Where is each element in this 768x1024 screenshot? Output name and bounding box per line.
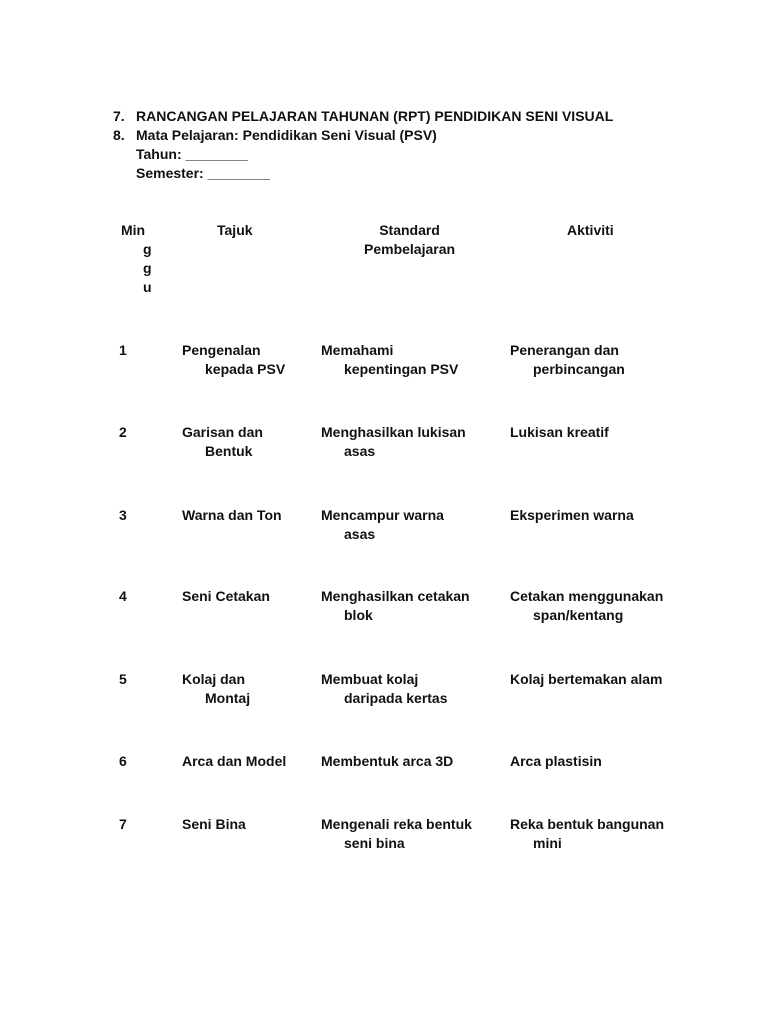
cell-line: Menghasilkan lukisan — [321, 424, 466, 440]
standard-cell — [321, 341, 458, 379]
standard-cell — [321, 670, 448, 708]
cell-line: Kolaj dan — [182, 671, 246, 687]
cell-line: Mencampur warna — [321, 507, 444, 523]
cell-line: Kolaj bertemakan alam — [510, 671, 663, 687]
cell-line: Menghasilkan cetakan — [321, 588, 470, 604]
year-field: Tahun: ________ — [136, 146, 248, 162]
aktiviti-cell — [510, 587, 663, 625]
week-number: 4 — [119, 588, 127, 604]
cell-line: Seni Bina — [182, 816, 246, 832]
header-minggu-part: u — [143, 279, 152, 295]
semester-field: Semester: ________ — [136, 165, 270, 181]
list-number-8: 8. — [113, 127, 125, 143]
standard-cell — [321, 423, 466, 461]
standard-cell — [321, 815, 472, 853]
cell-line: daripada kertas — [344, 690, 448, 706]
standard-cell — [321, 752, 453, 771]
cell-line: Membuat kolaj — [321, 671, 419, 687]
aktiviti-cell — [510, 341, 625, 379]
standard-cell — [321, 587, 470, 625]
cell-line: Warna dan Ton — [182, 507, 282, 523]
cell-line: Memahami — [321, 342, 394, 358]
cell-line: Reka bentuk bangunan — [510, 816, 665, 832]
aktiviti-cell — [510, 815, 664, 853]
week-number: 5 — [119, 671, 127, 687]
week-number: 3 — [119, 507, 127, 523]
cell-line: Garisan dan — [182, 424, 263, 440]
header-minggu-part: g — [143, 241, 152, 257]
cell-line: perbincangan — [533, 361, 625, 377]
tajuk-cell — [182, 506, 282, 525]
cell-line: asas — [344, 526, 376, 542]
subject-line: Mata Pelajaran: Pendidikan Seni Visual (PSV) — [136, 127, 437, 143]
header-aktiviti: Aktiviti — [567, 222, 614, 238]
header-standard — [364, 221, 455, 259]
aktiviti-cell — [510, 752, 602, 771]
aktiviti-cell — [510, 670, 663, 689]
header-minggu-part: g — [143, 260, 152, 276]
cell-line: blok — [344, 607, 373, 623]
cell-line: Seni Cetakan — [182, 588, 270, 604]
tajuk-cell — [182, 587, 270, 606]
aktiviti-cell — [510, 423, 609, 442]
header-minggu-part: Min — [121, 222, 146, 238]
cell-line: Membentuk arca 3D — [321, 753, 454, 769]
cell-line: Cetakan menggunakan — [510, 588, 664, 604]
document-title: RANCANGAN PELAJARAN TAHUNAN (RPT) PENDIDIKAN SENI VISUAL — [136, 108, 614, 124]
week-number: 6 — [119, 753, 127, 769]
tajuk-cell — [182, 423, 263, 461]
tajuk-cell — [182, 341, 285, 379]
week-number: 7 — [119, 816, 127, 832]
week-number: 1 — [119, 342, 127, 358]
cell-line: Pengenalan — [182, 342, 261, 358]
cell-line: Lukisan kreatif — [510, 424, 609, 440]
cell-line: Arca dan Model — [182, 753, 287, 769]
cell-line: Bentuk — [205, 443, 253, 459]
cell-line: mini — [533, 835, 562, 851]
week-number: 2 — [119, 424, 127, 440]
tajuk-cell — [182, 815, 246, 834]
tajuk-cell — [182, 752, 286, 771]
cell-line: span/kentang — [533, 607, 624, 623]
cell-line: Mengenali reka bentuk — [321, 816, 472, 832]
header-standard-line: Pembelajaran — [364, 241, 456, 257]
cell-line: Penerangan dan — [510, 342, 619, 358]
header-tajuk: Tajuk — [217, 222, 253, 238]
list-number-7: 7. — [113, 108, 125, 124]
cell-line: Arca plastisin — [510, 753, 602, 769]
cell-line: seni bina — [344, 835, 405, 851]
cell-line: kepentingan PSV — [344, 361, 459, 377]
cell-line: kepada PSV — [205, 361, 286, 377]
tajuk-cell — [182, 670, 250, 708]
standard-cell — [321, 506, 444, 544]
cell-line: asas — [344, 443, 376, 459]
header-minggu — [121, 221, 152, 297]
header-standard-line: Standard — [379, 222, 440, 238]
cell-line: Eksperimen warna — [510, 507, 634, 523]
aktiviti-cell — [510, 506, 634, 525]
cell-line: Montaj — [205, 690, 251, 706]
